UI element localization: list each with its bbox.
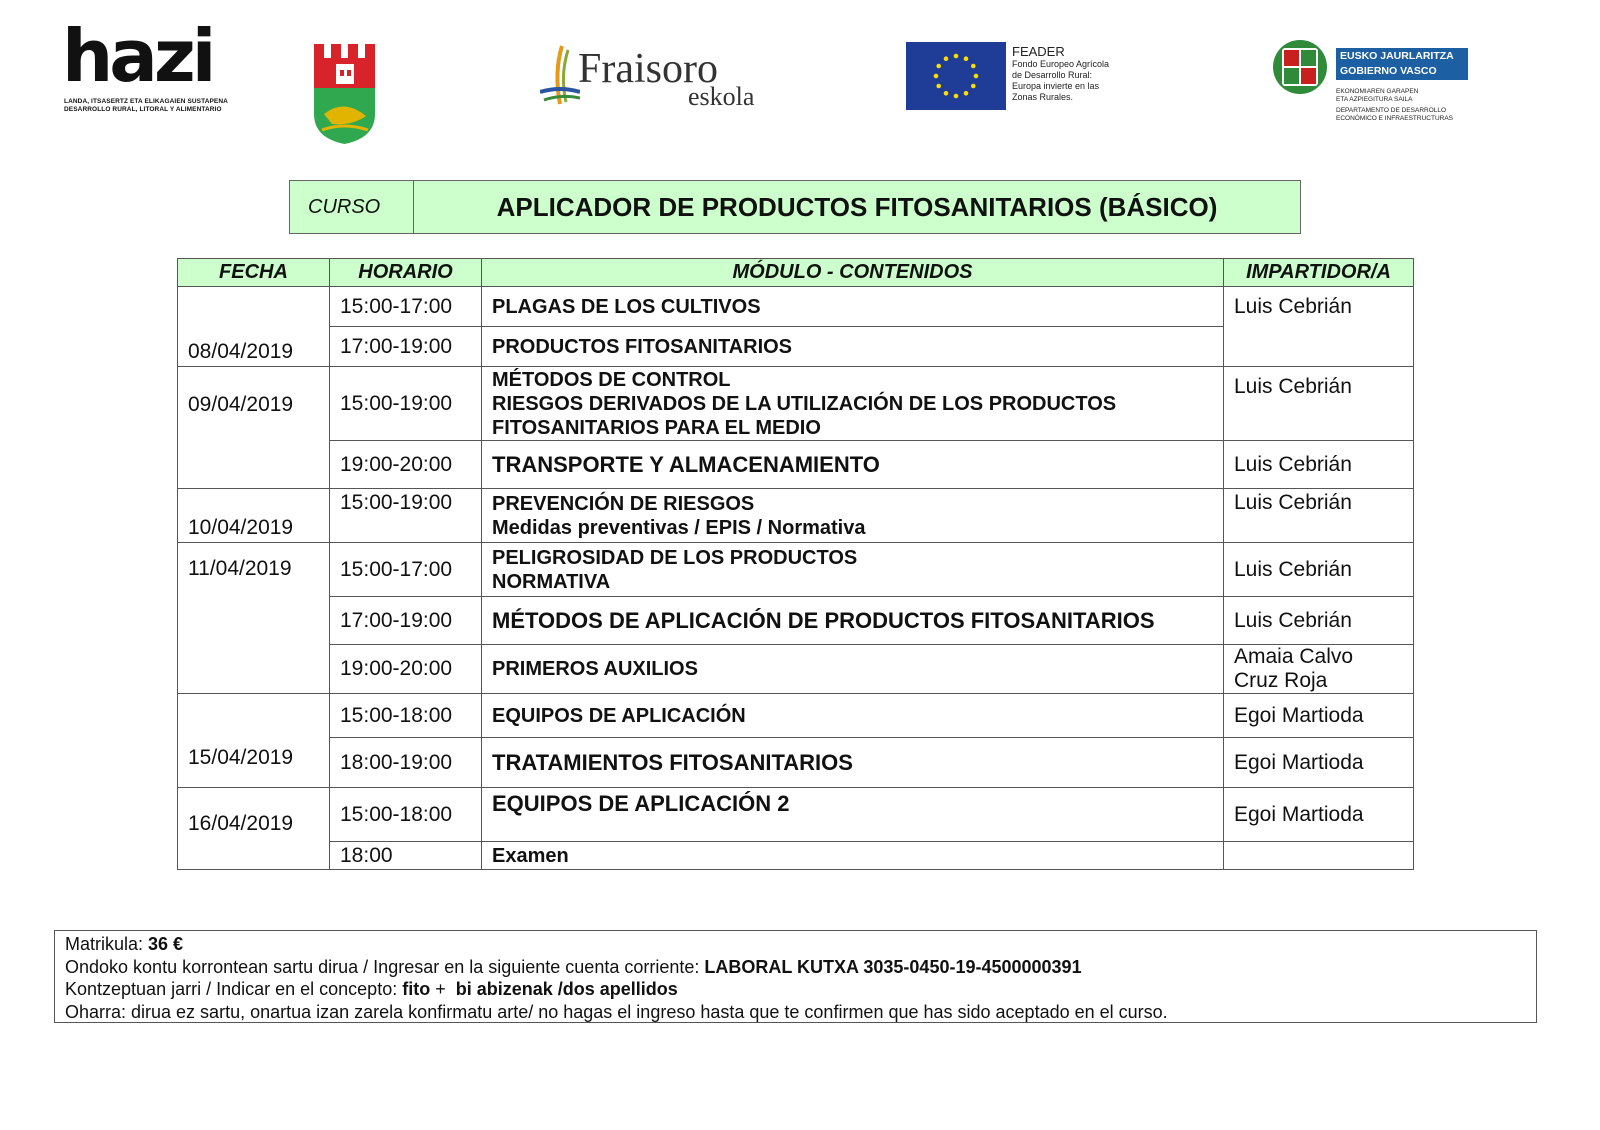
module-cell [482,367,1224,441]
fee-label: Matrikula: [65,934,149,954]
date-cell: 10/04/2019 [178,489,330,543]
account-label: Ondoko kontu korrontean sartu dirua / Ingresar en la siguiente cuenta corriente: [65,956,705,977]
header-modulo: MÓDULO - CONTENIDOS [482,259,1224,287]
hazi-logo-subtitle-1: LANDA, ITSASERTZ ETA ELIKAGAIEN SUSTAPENA [64,98,228,105]
municipal-shield-icon [312,42,378,146]
hazi-logo-word: hazi [62,14,213,98]
module-line: NORMATIVA [492,570,611,593]
concept-value-2: bi abizenak /dos apellidos [455,979,678,999]
header-impartidor: IMPARTIDOR/A [1224,259,1414,287]
basque-department-text [1336,88,1453,123]
module-cell: MÉTODOS DE APLICACIÓN DE PRODUCTOS FITOSANITARIOS [482,597,1224,645]
date-cell: 08/04/2019 [178,287,330,367]
header-fecha: FECHA [178,259,330,287]
concept-plus: + [430,979,456,999]
table-row [178,842,1414,870]
module-line: FITOSANITARIOS PARA EL MEDIO [492,416,821,439]
time-cell: 15:00-18:00 [330,788,482,842]
time-cell: 19:00-20:00 [330,441,482,489]
concept-line [65,978,1526,1001]
fee-line [65,933,1526,956]
time-cell: 17:00-19:00 [330,327,482,367]
instructor-cell: Luis Cebrián [1224,597,1414,645]
hazi-logo-subtitle-2: DESARROLLO RURAL, LITORAL Y ALIMENTARIO [64,106,222,113]
dept-line: ECONÓMICO E INFRAESTRUCTURAS [1336,115,1454,122]
module-cell: PRIMEROS AUXILIOS [482,645,1224,694]
fee-value: 36 € [148,934,184,954]
schedule-table [177,258,1414,870]
feader-line: Europa invierte en las [1012,81,1100,91]
basque-gov-line-2: GOBIERNO VASCO [1340,65,1437,77]
module-line: MÉTODOS DE CONTROL [492,368,731,391]
module-line: PREVENCIÓN DE RIESGOS [492,492,755,515]
table-row [178,489,1414,543]
instructor-cell: Luis Cebrián [1224,543,1414,597]
time-cell: 17:00-19:00 [330,597,482,645]
table-row [178,694,1414,738]
account-value: LABORAL KUTXA 3035-0450-19-4500000391 [704,956,1082,977]
time-cell: 18:00 [330,842,482,870]
table-row [178,597,1414,645]
feader-title: FEADER [1012,44,1065,59]
dept-line: EKONOMIAREN GARAPEN [1336,88,1419,95]
module-cell: TRANSPORTE Y ALMACENAMIENTO [482,441,1224,489]
table-row [178,788,1414,842]
module-line: RIESGOS DERIVADOS DE LA UTILIZACIÓN DE LOS PRODUCTOS [492,392,1117,415]
course-title-box [289,180,1301,234]
module-cell: TRATAMIENTOS FITOSANITARIOS [482,738,1224,788]
date-cell: 15/04/2019 [178,694,330,788]
table-row [178,367,1414,441]
module-cell [482,489,1224,543]
time-cell: 15:00-17:00 [330,287,482,327]
date-cell: 09/04/2019 [178,367,330,489]
module-line: Medidas preventivas / EPIS / Normativa [492,516,866,539]
date-cell: 11/04/2019 [178,543,330,694]
module-cell [482,543,1224,597]
dept-line: ETA AZPIEGITURA SAILA [1336,96,1413,103]
time-cell: 15:00-17:00 [330,543,482,597]
module-cell: EQUIPOS DE APLICACIÓN [482,694,1224,738]
feader-line: Fondo Europeo Agrícola [1012,59,1110,69]
module-cell: PRODUCTOS FITOSANITARIOS [482,327,1224,367]
time-cell: 15:00-19:00 [330,489,482,543]
hazi-logo [62,14,228,113]
module-cell: Examen [482,842,1224,870]
instructor-cell: Luis Cebrián [1224,441,1414,489]
fraisoro-word: Fraisoro [578,46,718,92]
table-row [178,287,1414,327]
instructor-cell: Egoi Martioda [1224,694,1414,738]
header-horario: HORARIO [330,259,482,287]
payment-info-box [54,930,1537,1023]
basque-gov-line-1: EUSKO JAURLARITZA [1340,50,1454,62]
fraisoro-eskola-logo [540,42,780,112]
table-row [178,645,1414,694]
note-line: Oharra: dirua ez sartu, onartua izan zarela konfirmatu arte/ no hagas el ingreso hasta que te confirmen que has sido aceptado en el curso. [65,1001,1168,1022]
course-title: APLICADOR DE PRODUCTOS FITOSANITARIOS (BÁSICO) [496,191,1218,222]
time-cell: 18:00-19:00 [330,738,482,788]
basque-government-banner [1336,48,1468,80]
instructor-cell: Luis Cebrián [1224,287,1414,367]
instructor-line: Amaia Calvo [1234,645,1354,668]
instructor-cell: Egoi Martioda [1224,738,1414,788]
module-line: PELIGROSIDAD DE LOS PRODUCTOS [492,546,858,569]
instructor-line: Cruz Roja [1234,669,1328,692]
feader-text [1012,44,1152,103]
dept-line: DEPARTAMENTO DE DESARROLLO [1336,107,1447,114]
feader-line: Zonas Rurales. [1012,92,1074,102]
course-label: CURSO [290,181,414,233]
date-cell: 16/04/2019 [178,788,330,870]
concept-value-1: fito [402,979,431,999]
module-cell: PLAGAS DE LOS CULTIVOS [482,287,1224,327]
instructor-cell [1224,842,1414,870]
instructor-cell: Egoi Martioda [1224,788,1414,842]
account-line [65,956,1526,979]
time-cell: 15:00-18:00 [330,694,482,738]
eskola-word: eskola [688,82,755,111]
table-row [178,543,1414,597]
concept-label: Kontzeptuan jarri / Indicar en el concepto: [65,979,403,999]
time-cell: 15:00-19:00 [330,367,482,441]
instructor-cell [1224,645,1414,694]
instructor-cell: Luis Cebrián [1224,367,1414,441]
eu-flag-icon [906,42,1006,110]
feader-line: de Desarrollo Rural: [1012,70,1093,80]
instructor-cell: Luis Cebrián [1224,489,1414,543]
table-header-row [178,259,1414,287]
time-cell: 19:00-20:00 [330,645,482,694]
basque-government-coat-of-arms-icon [1268,38,1332,96]
table-row [178,738,1414,788]
table-row [178,441,1414,489]
module-cell: EQUIPOS DE APLICACIÓN 2 [482,788,1224,842]
